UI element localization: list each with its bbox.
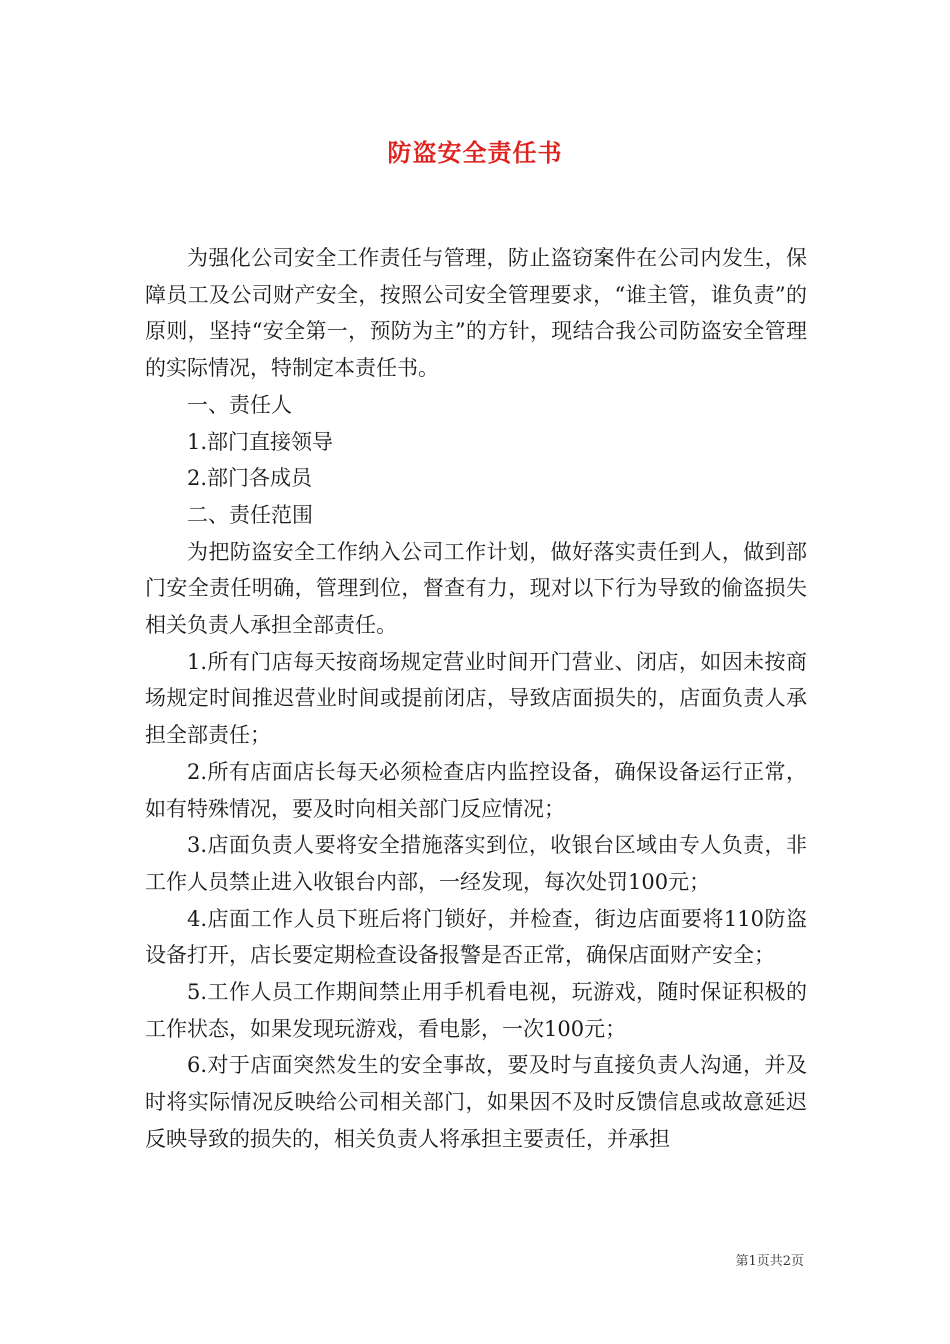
rule-item: 2.所有店面店长每天必须检查店内监控设备，确保设备运行正常，如有特殊情况，要及时向相关部门反应情况； — [145, 759, 807, 821]
document-body — [145, 240, 807, 1158]
paragraph-intro: 为强化公司安全工作责任与管理，防止盗窃案件在公司内发生，保障员工及公司财产安全，按照公司安全管理要求，“谁主管，谁负责”的原则，坚持“安全第一，预防为主”的方针，现结合我公司防盗安全管理的实际情况，特制定本责任书。 — [145, 246, 807, 381]
rule-item: 4.店面工作人员下班后将门锁好，并检查，街边店面要将110防盗设备打开，店长要定期检查设备报警是否正常，确保店面财产安全； — [145, 906, 807, 968]
rule-item: 6.对于店面突然发生的安全事故，要及时与直接负责人沟通，并及时将实际情况反映给公司相关部门，如果因不及时反馈信息或故意延迟反映导致的损失的，相关负责人将承担主要责任，并承担 — [145, 1053, 807, 1151]
document-title: 防盗安全责任书 — [387, 138, 563, 167]
rule-item: 5.工作人员工作期间禁止用手机看电视，玩游戏，随时保证积极的工作状态，如果发现玩游戏，看电影，一次100元； — [145, 980, 807, 1041]
list-item: 2.部门各成员 — [187, 466, 313, 491]
rule-item: 3.店面负责人要将安全措施落实到位，收银台区域由专人负责，非工作人员禁止进入收银台内部，一经发现，每次处罚100元； — [145, 833, 807, 894]
paragraph-scope: 为把防盗安全工作纳入公司工作计划，做好落实责任到人，做到部门安全责任明确，管理到位，督查有力，现对以下行为导致的偷盗损失相关负责人承担全部责任。 — [145, 539, 807, 638]
page-number: 第1页共2页 — [735, 1254, 804, 1269]
list-item: 1.部门直接领导 — [187, 429, 334, 454]
rule-item: 1.所有门店每天按商场规定营业时间开门营业、闭店，如因未按商场规定时间推迟营业时间或提前闭店，导致店面损失的，店面负责人承担全部责任； — [145, 649, 807, 748]
section-heading-responsible-person: 一、责任人 — [187, 392, 292, 417]
section-heading-responsibility-scope: 二、责任范围 — [187, 502, 313, 527]
